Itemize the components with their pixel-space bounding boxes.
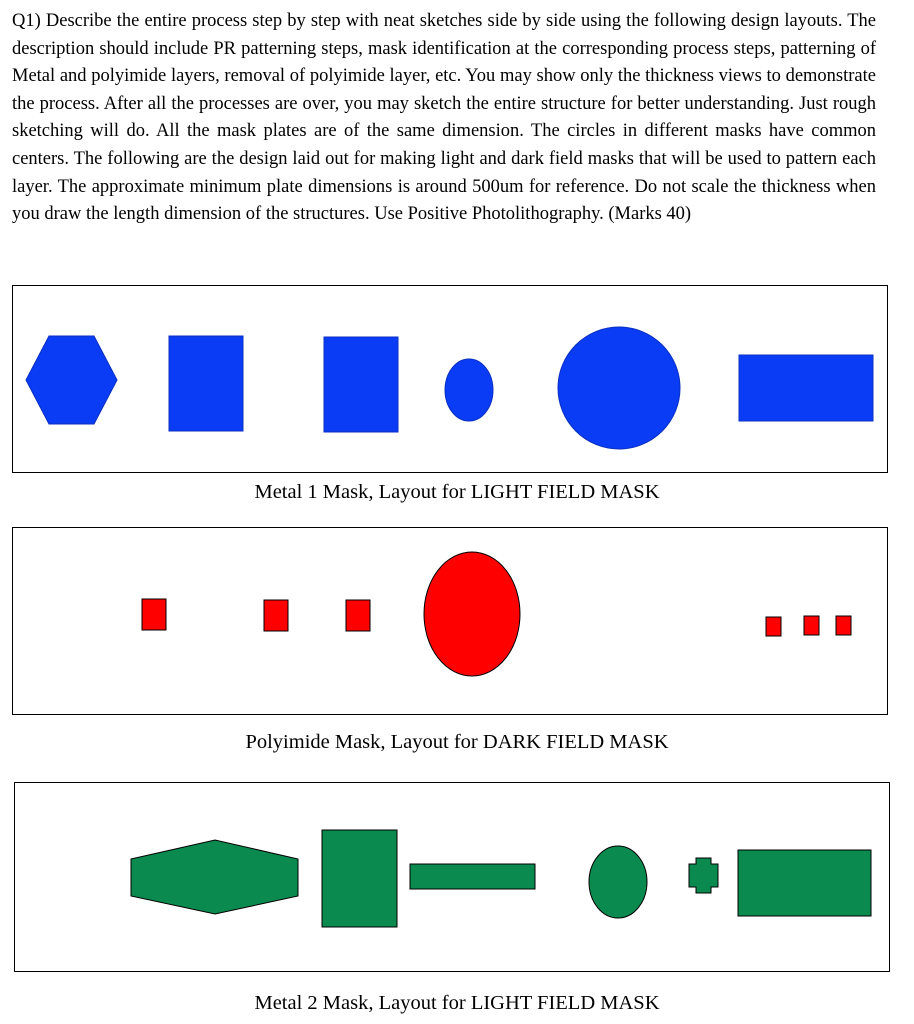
metal-2-rectangle [738,850,871,916]
question-text: Q1) Describe the entire process step by step with neat sketches side by side using the following design layouts. The description should include PR patterning steps, mask identification at the corresponding process steps, patterning of Metal and polyimide layers, removal of polyimide layer, etc. You may show only the thickness views to demonstrate the process. After all the processes are over, you may sketch the entire structure for better understanding. Just rough sketching will do. All the mask plates are of the same dimension. The circles in different masks have common centers. The following are the design laid out for making light and dark field masks that will be used to pattern each layer. The approximate minimum plate dimensions is around 500um for reference. Do not scale the thickness when you draw the length dimension of the structures. Use Positive Photolithography. (Marks 40) [12,11,876,225]
metal-2-elongated-hexagon [131,840,298,914]
polyimide-caption: Polyimide Mask, Layout for DARK FIELD MASK [245,731,669,753]
polyimide-small-square-2 [804,616,819,635]
polyimide-small-square-3 [836,616,851,635]
metal-2-thin-bar [410,864,535,889]
metal-1-large-circle [558,327,680,449]
metal-2-ellipse [589,846,647,918]
polyimide-small-square-1 [766,617,781,636]
metal-1-mask-layout [12,285,888,473]
metal-1-square-1 [169,336,243,431]
metal-1-rectangle [739,355,873,421]
metal-2-square [322,830,397,927]
polyimide-square-3 [346,600,370,631]
polyimide-ellipse [424,552,520,676]
metal-2-caption: Metal 2 Mask, Layout for LIGHT FIELD MASK [254,992,660,1014]
polyimide-mask-layout [12,527,888,715]
metal-1-hexagon [26,336,117,424]
metal-1-small-ellipse [445,359,493,421]
metal-2-cross [689,858,718,893]
metal-1-caption: Metal 1 Mask, Layout for LIGHT FIELD MASK [254,481,660,503]
polyimide-square-1 [142,599,166,630]
metal-2-mask-layout [14,782,890,972]
polyimide-square-2 [264,600,288,631]
metal-1-square-2 [324,337,398,432]
